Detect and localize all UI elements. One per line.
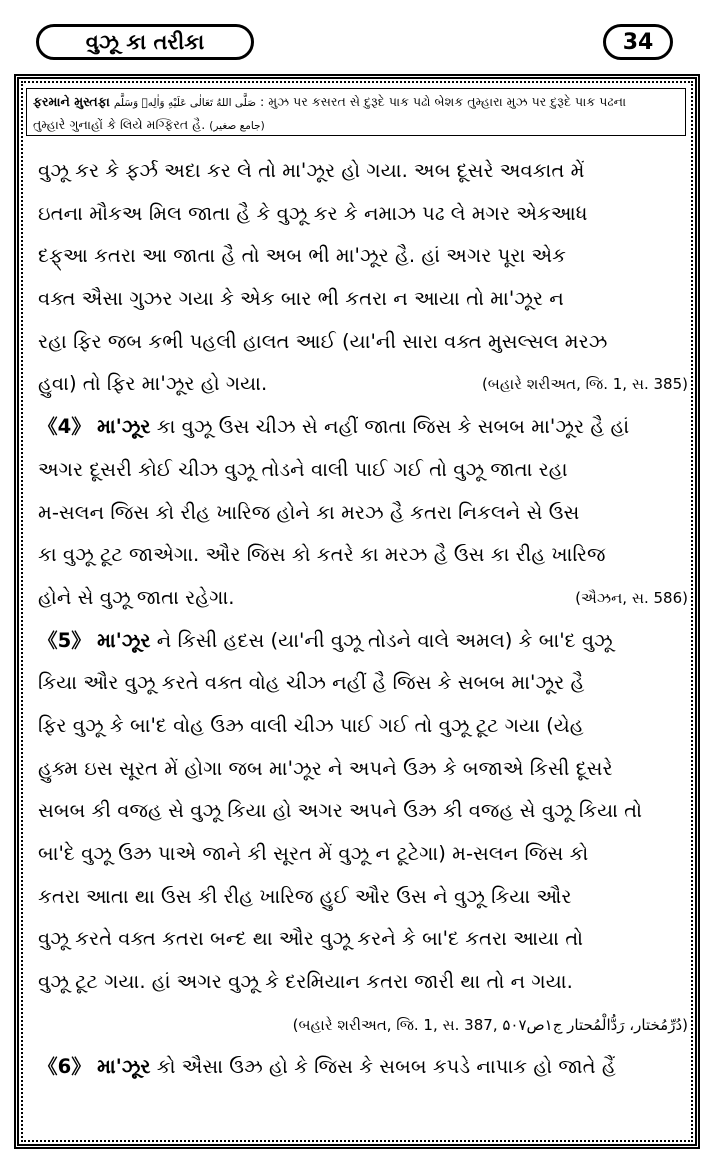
chapter-title: વુઝૂ કા તરીકા: [36, 24, 254, 60]
notice-reference: (جامع صغیر): [209, 120, 265, 132]
reference: (ઐઝન, સ. 586): [575, 588, 688, 607]
item-4-first-line: [38, 406, 688, 449]
item-text: કો ઐસા ઉઝ્ર હો કે જિસ કે સબબ કપડે નાપાક હો જાતે હૈં: [156, 1055, 616, 1079]
item-number: 《4》: [38, 415, 91, 439]
notice-text-1: : મુઝ પર કસરત સે દુરૂદે પાક પઢો બેશક તુમ્હારા મુઝ પર દુરૂદે પાક પઢના: [260, 94, 627, 109]
text-line: ફિર વુઝૂ કે બા'દ વોહ ઉઝ્ર વાલી ચીઝ પાઈ ગઈ તો વુઝૂ ટૂટ ગયા (યેહ: [38, 713, 584, 737]
hadith-notice-box: [26, 88, 686, 136]
text-line: ઇતના મૌકઅ મિલ જાતા હૈ કે વુઝૂ કર કે નમાઝ પઢ લે મગર એકઆધ: [38, 201, 588, 225]
text-line: મ-સલન જિસ કો રીહ ખારિજ હોને કા મરઝ હૈ કતરા નિકલને સે ઉસ: [38, 500, 580, 524]
item-text: ને કિસી હદસ (યા'ની વુઝૂ તોડને વાલે અમલ) કે બા'દ વુઝૂ: [156, 628, 613, 652]
text-line: કતરા આતા થા ઉસ કી રીહ ખારિજ હુઈ ઔર ઉસ ને વુઝૂ કિયા ઔર: [38, 884, 572, 908]
item-6-first-line: [38, 1046, 688, 1089]
text-line: રહા ફિર જબ કભી પહલી હાલત આઈ (યા'ની સારા વક્ત મુસલ્સલ મરઝ: [38, 329, 608, 353]
text-line: વુઝૂ ટૂટ ગયા. હાં અગર વુઝૂ કે દરમિયાન કતરા જારી થા તો ન ગયા.: [38, 970, 573, 994]
text-line: કિયા ઔર વુઝૂ કરતે વક્ત વોહ ચીઝ નહીં હૈ જિસ કે સબબ મા'ઝૂર હૈ: [38, 671, 585, 695]
reference: (બહારે શરીઅત, જિ. 1, સ. 387, دُرِّمُختار، رَدُّالْمُحتار ج۱ص۵۰۷): [292, 1015, 688, 1034]
item-5-first-line: [38, 620, 688, 663]
item-keyword: મા'ઝૂર: [97, 415, 151, 439]
notice-line-1: [33, 91, 679, 114]
notice-text-2: તુમ્હારે ગુનાહોં કે લિયે મગ્ફિરત હૈ.: [33, 117, 206, 132]
text-line: બા'દે વુઝૂ ઉઝ્ર પાએ જાને કી સૂરત મેં વુઝૂ ન ટૂટેગા) મ-સલન જિસ કો: [38, 842, 589, 865]
body-text: [38, 150, 688, 1089]
text-line: સબબ કી વજહ સે વુઝૂ કિયા હો અગર અપને ઉઝ્ર કી વજહ સે વુઝૂ કિયા તો: [38, 799, 643, 823]
text-line: દફ્આ કતરા આ જાતા હૈ તો અબ ભી મા'ઝૂર હૈ. હાં અગર પૂરા એક: [38, 244, 567, 268]
reference-line: [38, 1004, 688, 1047]
page-number: 34: [603, 24, 673, 60]
text-line: હુવા) તો ફિર મા'ઝૂર હો ગયા.: [38, 372, 268, 396]
item-text: કા વુઝૂ ઉસ ચીઝ સે નહીં જાતા જિસ કે સબબ મા'ઝૂર હૈ હાં: [156, 415, 630, 439]
notice-line-2: [33, 114, 679, 137]
text-line: વુઝૂ કર કે ફર્ઝ અદા કર લે તો મા'ઝૂર હો ગયા. અબ દૂસરે અવકાત મેં: [38, 159, 585, 182]
reference: (બહારે શરીઅત, જિ. 1, સ. 385): [481, 375, 688, 394]
notice-prefix: ફરમાને મુસ્તફા: [33, 94, 110, 109]
text-line: વક્ત ઐસા ગુઝર ગયા કે એક બાર ભી કતરા ન આયા તો મા'ઝૂર ન: [38, 287, 564, 311]
text-line: હુક્મ ઇસ સૂરત મેં હોગા જબ મા'ઝૂર ને અપને ઉઝ્ર કે બજાએ કિસી દૂસરે: [38, 756, 613, 780]
text-line: કા વુઝૂ ટૂટ જાએગા. ઔર જિસ કો કતરે કા મરઝ હૈ ઉસ કા રીહ ખારિજ: [38, 543, 606, 567]
text-line: હોને સે વુઝૂ જાતા રહેગા.: [38, 585, 235, 609]
item-number: 《6》: [38, 1055, 91, 1079]
text-line: વુઝૂ કરતે વક્ત કતરા બન્દ થા ઔર વુઝૂ કરને કે બા'દ કતરા આયા તો: [38, 927, 584, 951]
notice-salutation: صَلَّى اللهُ تَعَالٰى عَلَيْهِ وَاٰلِهٖ وَسَلَّم: [113, 97, 257, 109]
text-line-with-reference: [38, 577, 688, 620]
item-number: 《5》: [38, 628, 91, 652]
item-keyword: મા'ઝૂર: [97, 628, 151, 652]
item-keyword: મા'ઝૂર: [97, 1055, 151, 1079]
text-line-with-reference: [38, 363, 688, 406]
text-line: અગર દૂસરી કોઈ ચીઝ વુઝૂ તોડને વાલી પાઈ ગઈ તો વુઝૂ જાતા રહા: [38, 457, 568, 481]
